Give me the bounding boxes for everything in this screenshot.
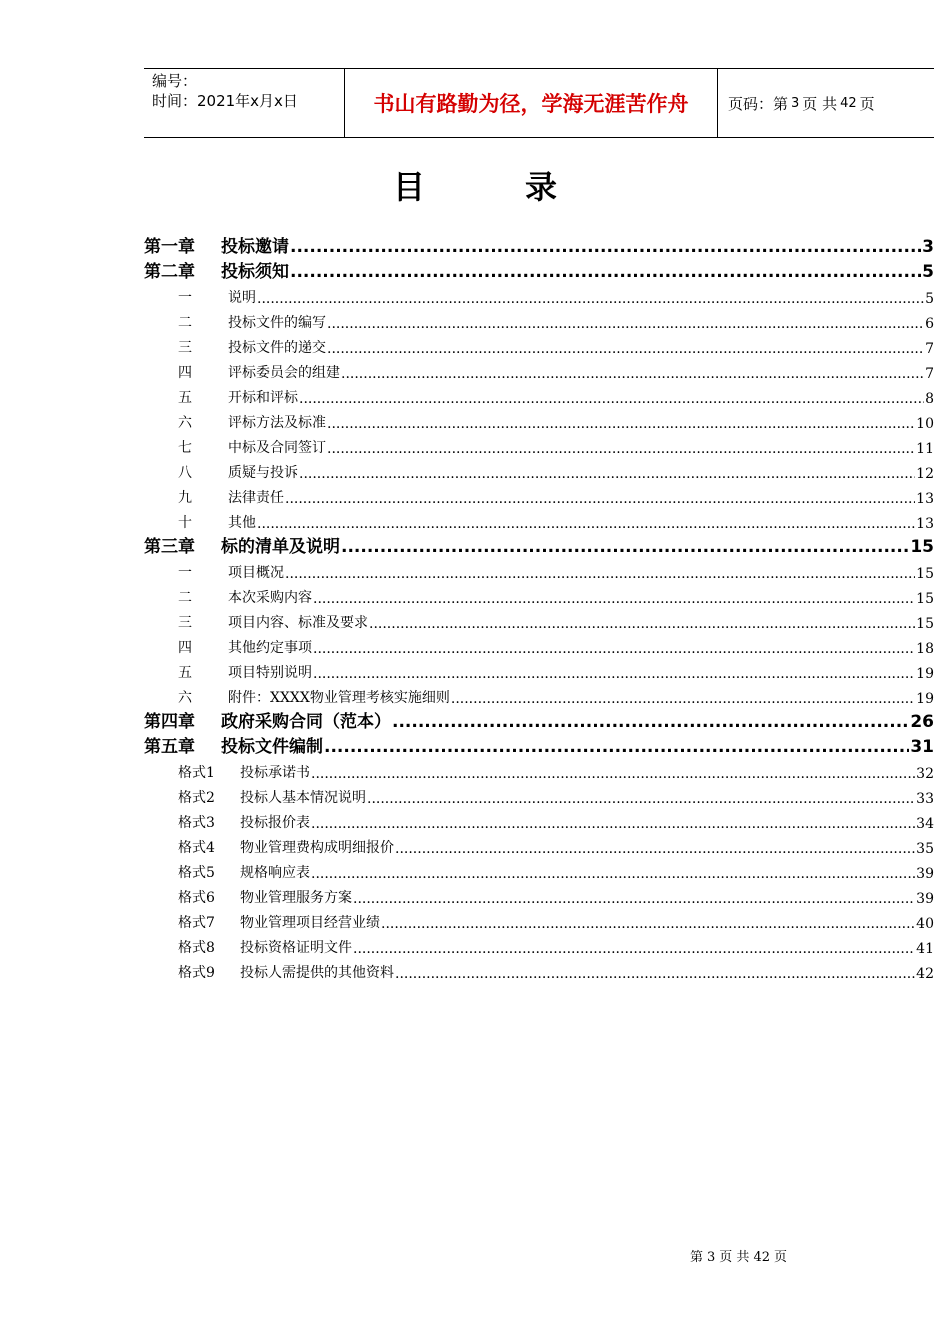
toc-entry-page: 12 (916, 466, 934, 482)
page-prefix: 页码：第 (728, 94, 789, 113)
toc-entry-label: 八 (178, 465, 192, 481)
toc-entry-title: 投标须知 (221, 262, 289, 282)
toc-leader-dots (299, 466, 915, 482)
toc-entry-label: 七 (178, 440, 192, 456)
toc-entry-label: 格式7 (178, 915, 215, 931)
header-meta (144, 69, 344, 137)
toc-entry-page: 31 (910, 737, 934, 757)
toc-entry-title: 项目内容、标准及要求 (228, 615, 368, 631)
toc-entry-page: 11 (916, 441, 934, 457)
toc-entry-page: 15 (916, 591, 934, 607)
document-number-label: 编号： (152, 72, 198, 90)
toc-entry-label: 格式8 (178, 940, 215, 956)
toc-entry-label: 四 (178, 365, 192, 381)
title-char-left: 目 (392, 168, 425, 206)
toc-entry-page: 19 (916, 666, 934, 682)
toc-leader-dots (381, 916, 915, 932)
toc-entry-title: 评标委员会的组建 (228, 365, 340, 381)
toc-entry-title: 其他 (228, 515, 256, 531)
toc-leader-dots (327, 341, 924, 357)
toc-section-entry[interactable] (144, 682, 934, 707)
toc-entry-title: 标的清单及说明 (221, 537, 340, 557)
toc-leader-dots (285, 491, 915, 507)
toc-entry-label: 四 (178, 640, 192, 656)
toc-entry-page: 13 (916, 516, 934, 532)
toc-entry-label: 二 (178, 315, 192, 331)
toc-entry-title: 其他约定事项 (228, 640, 312, 656)
toc-leader-dots (341, 537, 909, 557)
toc-leader-dots (324, 737, 909, 757)
page-total: 42 (840, 95, 857, 111)
toc-entry-label: 五 (178, 390, 192, 406)
toc-leader-dots (367, 791, 915, 807)
toc-entry-label: 格式6 (178, 890, 215, 906)
toc-entry-title: 法律责任 (228, 490, 284, 506)
toc-section-entry[interactable] (144, 782, 934, 807)
toc-leader-dots (311, 816, 915, 832)
toc-entry-title: 投标人需提供的其他资料 (240, 965, 394, 981)
toc-section-entry[interactable] (144, 307, 934, 332)
toc-leader-dots (290, 262, 921, 282)
toc-entry-label: 第一章 (144, 237, 195, 257)
toc-entry-label: 格式4 (178, 840, 215, 856)
toc-entry-page: 15 (916, 566, 934, 582)
toc-leader-dots (299, 391, 924, 407)
toc-entry-label: 十 (178, 515, 192, 531)
toc-entry-page: 40 (916, 916, 934, 932)
header-page-info (718, 69, 934, 137)
toc-entry-title: 投标文件的编写 (228, 315, 326, 331)
toc-entry-page: 39 (916, 891, 934, 907)
toc-leader-dots (313, 666, 915, 682)
document-time: 时间：2021年x月x日 (152, 92, 298, 110)
toc-entry-label: 一 (178, 565, 192, 581)
toc-section-entry[interactable] (144, 432, 934, 457)
toc-entry-page: 26 (910, 712, 934, 732)
toc-entry-title: 投标资格证明文件 (240, 940, 352, 956)
toc-entry-label: 格式2 (178, 790, 215, 806)
toc-entry-label: 格式1 (178, 765, 215, 781)
toc-leader-dots (395, 841, 915, 857)
toc-section-entry[interactable] (144, 807, 934, 832)
toc-section-entry[interactable] (144, 382, 934, 407)
toc-entry-page: 35 (916, 841, 934, 857)
toc-entry-page: 32 (916, 766, 934, 782)
toc-entry-title: 附件：XXXX物业管理考核实施细则 (228, 690, 450, 706)
toc-entry-page: 15 (910, 537, 934, 557)
toc-entry-label: 六 (178, 415, 192, 431)
footer-mid: 页 共 (719, 1250, 750, 1265)
toc-entry-title: 本次采购内容 (228, 590, 312, 606)
toc-entry-label: 三 (178, 340, 192, 356)
toc-leader-dots (257, 516, 915, 532)
toc-entry-page: 13 (916, 491, 934, 507)
toc-entry-title: 说明 (228, 290, 256, 306)
toc-entry-title: 中标及合同签订 (228, 440, 326, 456)
toc-entry-title: 项目概况 (228, 565, 284, 581)
toc-entry-title: 评标方法及标准 (228, 415, 326, 431)
toc-entry-label: 五 (178, 665, 192, 681)
toc-chapter-entry[interactable] (144, 257, 934, 282)
toc-chapter-entry[interactable] (144, 732, 934, 757)
page-header (144, 68, 934, 138)
toc-entry-title: 投标文件编制 (221, 737, 323, 757)
toc-leader-dots (257, 291, 924, 307)
toc-leader-dots (353, 891, 915, 907)
toc-entry-page: 18 (916, 641, 934, 657)
toc-leader-dots (327, 441, 915, 457)
toc-section-entry[interactable] (144, 507, 934, 532)
toc-leader-dots (369, 616, 915, 632)
toc-section-entry[interactable] (144, 907, 934, 932)
toc-entry-page: 42 (916, 966, 934, 982)
footer-prefix: 第 (690, 1250, 704, 1265)
toc-leader-dots (313, 641, 915, 657)
toc-leader-dots (327, 416, 915, 432)
toc-leader-dots (451, 691, 915, 707)
toc-entry-title: 物业管理项目经营业绩 (240, 915, 380, 931)
toc-leader-dots (341, 366, 924, 382)
toc-section-entry[interactable] (144, 557, 934, 582)
toc-section-entry[interactable] (144, 457, 934, 482)
toc-entry-page: 5 (925, 291, 934, 307)
page-suffix: 页 (859, 94, 875, 113)
toc-entry-page: 5 (922, 262, 934, 282)
toc-entry-label: 格式5 (178, 865, 215, 881)
toc-entry-page: 15 (916, 616, 934, 632)
toc-entry-page: 19 (916, 691, 934, 707)
toc-section-entry[interactable] (144, 757, 934, 782)
toc-chapter-entry[interactable] (144, 707, 934, 732)
toc-entry-page: 10 (916, 416, 934, 432)
toc-entry-title: 投标邀请 (221, 237, 289, 257)
toc-chapter-entry[interactable] (144, 532, 934, 557)
toc-leader-dots (311, 866, 915, 882)
toc-leader-dots (353, 941, 915, 957)
toc-entry-title: 投标承诺书 (240, 765, 310, 781)
toc-entry-label: 六 (178, 690, 192, 706)
toc-entry-title: 物业管理服务方案 (240, 890, 352, 906)
page-current: 3 (791, 95, 800, 111)
toc-entry-label: 三 (178, 615, 192, 631)
title-char-right: 录 (525, 168, 558, 206)
toc-section-entry[interactable] (144, 632, 934, 657)
toc-entry-title: 质疑与投诉 (228, 465, 298, 481)
toc-entry-title: 规格响应表 (240, 865, 310, 881)
toc-entry-page: 41 (916, 941, 934, 957)
toc-section-entry[interactable] (144, 582, 934, 607)
toc-section-entry[interactable] (144, 957, 934, 982)
toc-entry-title: 投标报价表 (240, 815, 310, 831)
page-mid: 页 共 (802, 94, 838, 113)
toc-entry-label: 格式3 (178, 815, 215, 831)
toc-chapter-entry[interactable] (144, 232, 934, 257)
footer-total: 42 (753, 1250, 770, 1265)
toc-section-entry[interactable] (144, 857, 934, 882)
toc-entry-page: 8 (925, 391, 934, 407)
footer-suffix: 页 (773, 1250, 787, 1265)
toc-entry-page: 6 (925, 316, 934, 332)
page-footer (690, 1246, 787, 1265)
toc-entry-title: 开标和评标 (228, 390, 298, 406)
toc-entry-page: 3 (922, 237, 934, 257)
table-of-contents (144, 232, 934, 982)
toc-entry-page: 34 (916, 816, 934, 832)
toc-section-entry[interactable] (144, 407, 934, 432)
toc-leader-dots (313, 591, 915, 607)
toc-entry-label: 第五章 (144, 737, 195, 757)
toc-leader-dots (285, 566, 915, 582)
toc-leader-dots (327, 316, 924, 332)
toc-entry-title: 投标人基本情况说明 (240, 790, 366, 806)
toc-entry-title: 政府采购合同（范本） (221, 712, 391, 732)
toc-section-entry[interactable] (144, 657, 934, 682)
toc-entry-label: 第三章 (144, 537, 195, 557)
page-title (0, 162, 950, 208)
toc-entry-title: 项目特别说明 (228, 665, 312, 681)
toc-entry-page: 33 (916, 791, 934, 807)
toc-entry-label: 二 (178, 590, 192, 606)
toc-entry-label: 格式9 (178, 965, 215, 981)
toc-entry-page: 39 (916, 866, 934, 882)
toc-entry-page: 7 (925, 341, 934, 357)
toc-section-entry[interactable] (144, 932, 934, 957)
toc-entry-label: 九 (178, 490, 192, 506)
toc-leader-dots (290, 237, 921, 257)
toc-entry-label: 第二章 (144, 262, 195, 282)
toc-entry-label: 第四章 (144, 712, 195, 732)
header-motto: 书山有路勤为径，学海无涯苦作舟 (344, 69, 718, 137)
footer-current: 3 (707, 1250, 716, 1265)
toc-leader-dots (392, 712, 909, 732)
toc-section-entry[interactable] (144, 607, 934, 632)
toc-section-entry[interactable] (144, 282, 934, 307)
toc-leader-dots (311, 766, 915, 782)
toc-entry-page: 7 (925, 366, 934, 382)
toc-leader-dots (395, 966, 915, 982)
toc-section-entry[interactable] (144, 357, 934, 382)
toc-entry-title: 物业管理费构成明细报价 (240, 840, 394, 856)
toc-entry-label: 一 (178, 290, 192, 306)
toc-entry-title: 投标文件的递交 (228, 340, 326, 356)
toc-section-entry[interactable] (144, 332, 934, 357)
toc-section-entry[interactable] (144, 882, 934, 907)
toc-section-entry[interactable] (144, 482, 934, 507)
toc-section-entry[interactable] (144, 832, 934, 857)
